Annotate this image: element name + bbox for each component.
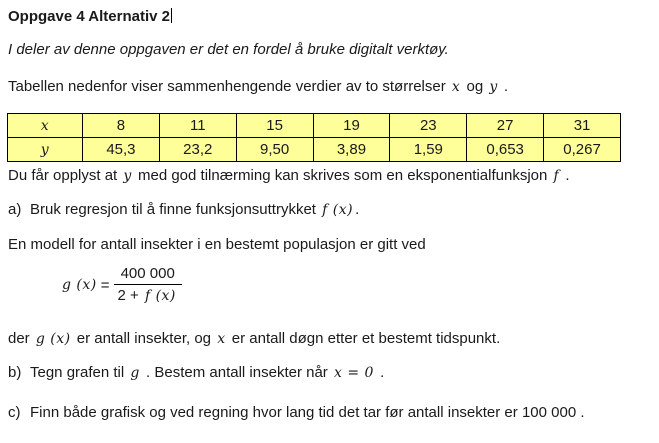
task-a-text: Bruk regresjon til å finne funksjonsuttrykket f (x) . (30, 201, 360, 218)
task-b-line (8, 364, 384, 382)
math-var-x: x (451, 79, 461, 95)
table-caption-line: Tabellen nedenfor viser sammenhengende verdier av to størrelser x og y . (8, 78, 509, 95)
table-cell: 8 (83, 114, 160, 138)
math-var-x: x (217, 331, 226, 347)
task-a-label: a) (8, 201, 22, 218)
equals-sign: = (100, 276, 110, 294)
table-cell: 1,59 (390, 138, 467, 162)
task-c-label: c) (8, 404, 21, 421)
math-x-equals-0: x = 0 (333, 365, 374, 381)
formula-g (60, 264, 182, 306)
table-cell: 0,653 (467, 138, 544, 162)
math-fx: f (x) (144, 288, 176, 304)
fraction-numerator: 400 000 (114, 264, 182, 285)
table-cell: 23 (390, 114, 467, 138)
insect-count-value: 100 000 (521, 404, 577, 421)
where-line: der g (x) er antall insekter, og x er antall døgn etter et bestemt tidspunkt. (8, 330, 501, 347)
task-c-line (8, 404, 585, 422)
text-cursor (171, 8, 172, 23)
task-a-line (8, 201, 359, 219)
table-cell: 19 (313, 114, 390, 138)
math-var-g: g (130, 365, 140, 381)
table-cell: x (8, 114, 83, 138)
title-text: Oppgave 4 Alternativ 2 (8, 8, 170, 25)
table-cell: 11 (159, 114, 236, 138)
table-cell: 31 (544, 114, 621, 138)
task-b-text: Tegn grafen til g . Bestem antall insekter når x = 0 . (30, 364, 385, 381)
math-var-y: y (489, 79, 498, 95)
page-title (8, 8, 172, 26)
table-row-y (8, 138, 621, 162)
model-intro-line: En modell for antall insekter i en bestemt populasjon er gitt ved (8, 236, 426, 253)
table-cell: 27 (467, 114, 544, 138)
table-cell: 23,2 (159, 138, 236, 162)
fraction (114, 264, 182, 306)
table-cell: y (8, 138, 83, 162)
math-var-f: f (553, 168, 560, 184)
note-line: Du får opplyst at y med god tilnærming kan skrives som en eksponentialfunksjon f . (8, 167, 570, 184)
values-table (7, 113, 621, 162)
task-b-label: b) (8, 364, 22, 381)
table-cell: 3,89 (313, 138, 390, 162)
table-cell: 9,50 (236, 138, 313, 162)
table-cell: 45,3 (83, 138, 160, 162)
math-var-y: y (123, 168, 132, 184)
math-fx: f (x) (322, 202, 354, 218)
table-row-x (8, 114, 621, 138)
math-gx: g (x) (62, 277, 97, 293)
fraction-denominator: 2 + f (x) (117, 287, 176, 304)
table-cell: 0,267 (544, 138, 621, 162)
math-gx: g (x) (35, 331, 71, 347)
intro-italic-line: I deler av denne oppgaven er det en fordel å bruke digitalt verktøy. (8, 41, 449, 58)
task-c-text: Finn både grafisk og ved regning hvor lang tid det tar før antall insekter er 100 000 . (30, 404, 585, 421)
table-cell: 15 (236, 114, 313, 138)
